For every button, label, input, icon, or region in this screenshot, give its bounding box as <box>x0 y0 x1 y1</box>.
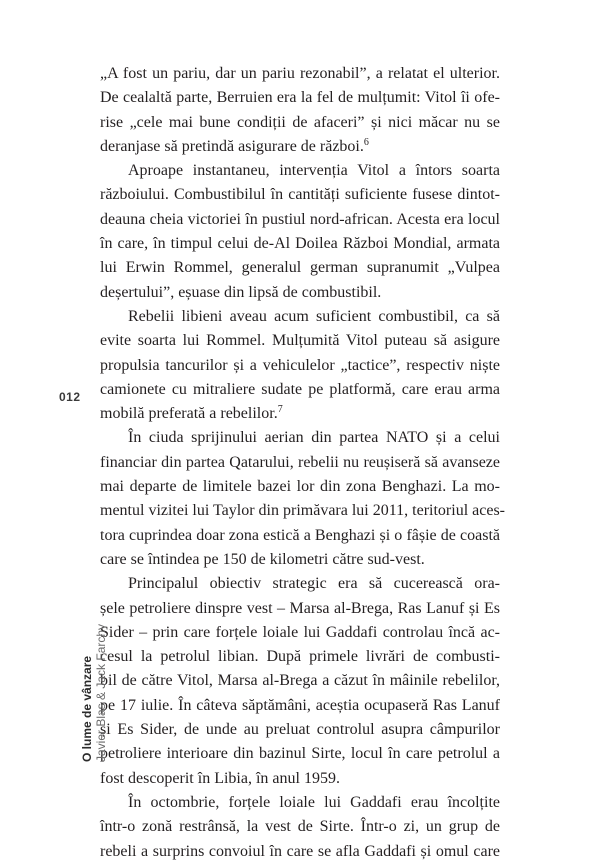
text-line-content: mentul vizitei lui Taylor din primăvara lui 2011, teritoriul aces- <box>100 502 505 520</box>
text-line <box>100 378 500 402</box>
text-line <box>100 86 500 110</box>
text-line <box>100 329 500 353</box>
book-title: O lume de vânzare <box>80 655 94 762</box>
text-line <box>100 475 500 499</box>
text-line-content: propulsia tancurilor și a vehiculelor „tactice”, respectiv niște <box>100 356 500 374</box>
text-line-content: care se întindea pe 150 de kilometri către sud-vest. <box>100 550 425 568</box>
book-authors: Javier Blas & Jack Farchy <box>94 623 108 762</box>
text-line <box>100 281 500 305</box>
page-number: 012 <box>59 390 81 404</box>
text-line-content: În ciuda sprijinului aerian din partea NATO și a celui <box>128 429 500 447</box>
text-line-content: rise „cele mai bune condiții de afaceri” și nici măcar nu se <box>100 113 500 131</box>
text-line-content: în care, în timpul celui de-Al Doilea Război Mondial, armata <box>100 235 500 253</box>
text-line <box>100 597 500 621</box>
text-line <box>100 499 505 523</box>
text-line <box>100 840 500 864</box>
running-head <box>80 624 108 762</box>
text-line <box>100 111 500 135</box>
text-line-content: lui Erwin Rommel, generalul german supranumit „Vulpea <box>100 259 500 277</box>
text-line-content: războiului. Combustibilul în cantități suficiente fusese dintot- <box>100 186 500 204</box>
text-line-content: Rebelii libieni aveau acum suficient combustibil, ca să <box>128 307 500 325</box>
text-line <box>100 256 500 280</box>
text-line <box>100 402 500 426</box>
text-line-content: financiar din partea Qatarului, rebelii nu reușiseră să avanseze <box>100 453 500 471</box>
text-line-content: pe 17 iulie. În câteva săptămâni, aceștia ocupaseră Ras Lanuf <box>100 696 500 714</box>
text-line <box>100 669 500 693</box>
text-line <box>100 718 500 742</box>
text-line <box>100 572 500 596</box>
text-line-content: Sider – prin care forțele loiale lui Gaddafi controlau încă ac- <box>100 623 500 641</box>
text-line-content: bil de către Vitol, Marsa al-Brega a căzut în mâinile rebelilor, <box>100 672 500 690</box>
text-line-content: rebeli a surprins convoiul în care se afla Gaddafi și omul care <box>100 842 500 860</box>
text-line <box>100 791 500 815</box>
footnote-marker: 7 <box>277 404 283 416</box>
text-line-content: șele petroliere dinspre vest – Marsa al-Brega, Ras Lanuf și Es <box>100 599 500 617</box>
body-text <box>100 62 505 864</box>
text-line <box>100 548 500 572</box>
text-line <box>100 645 500 669</box>
text-line <box>100 305 500 329</box>
text-line-content: și Es Sider, de unde au preluat controlul asupra câmpurilor <box>100 721 500 739</box>
text-line <box>100 135 500 159</box>
footnote-marker: 6 <box>363 136 369 148</box>
text-line <box>100 694 500 718</box>
text-line-content: mai departe de limitele bazei lor din zona Benghazi. La mo- <box>100 478 500 496</box>
text-line <box>100 62 500 86</box>
text-line-content: Aproape instantaneu, intervenția Vitol a întors soarta <box>128 162 500 180</box>
text-line <box>100 524 500 548</box>
text-line-content: petroliere interioare din bazinul Sirte, locul în care petrolul a <box>100 745 500 763</box>
text-line-content: camionete cu mitraliere sudate pe platformă, care erau arma <box>100 380 500 398</box>
text-line-content: Principalul obiectiv strategic era să cucerească ora- <box>128 575 500 593</box>
text-line-content: deauna cheia victoriei în pustiul nord-african. Acesta era locul <box>100 210 500 228</box>
text-line-content: În octombrie, forțele loiale lui Gaddafi erau încolțite <box>128 793 500 811</box>
text-line <box>100 742 500 766</box>
text-line <box>100 451 500 475</box>
text-line-content: fost descoperit în Libia, în anul 1959. <box>100 769 340 787</box>
text-line <box>100 426 500 450</box>
text-line <box>100 767 500 791</box>
text-line <box>100 621 500 645</box>
text-line-content: mobilă preferată a rebelilor. <box>100 405 278 423</box>
text-line <box>100 183 500 207</box>
text-line-content: într-o zonă restrânsă, la vest de Sirte. Într-o zi, un grup de <box>100 818 500 836</box>
text-line <box>100 159 500 183</box>
text-line-content: „A fost un pariu, dar un pariu rezonabil”, a relatat el ulterior. <box>100 65 500 82</box>
text-line-content: deranjase să pretindă asigurare de război. <box>100 137 364 155</box>
text-line <box>100 815 500 839</box>
text-line <box>100 354 500 378</box>
text-line-content: tora cuprindea doar zona estică a Benghazi și o fâșie de coastă <box>100 526 500 544</box>
text-line-content: De cealaltă parte, Berruien era la fel de mulțumit: Vitol îi ofe- <box>100 89 500 107</box>
text-line <box>100 208 500 232</box>
text-line <box>100 232 500 256</box>
text-line-content: deșertului”, eșuase din lipsă de combustibil. <box>100 283 382 301</box>
text-line-content: cesul la petrolul libian. După primele livrări de combusti- <box>100 648 500 666</box>
text-line-content: evite soarta lui Rommel. Mulțumită Vitol puteau să asigure <box>100 332 500 350</box>
